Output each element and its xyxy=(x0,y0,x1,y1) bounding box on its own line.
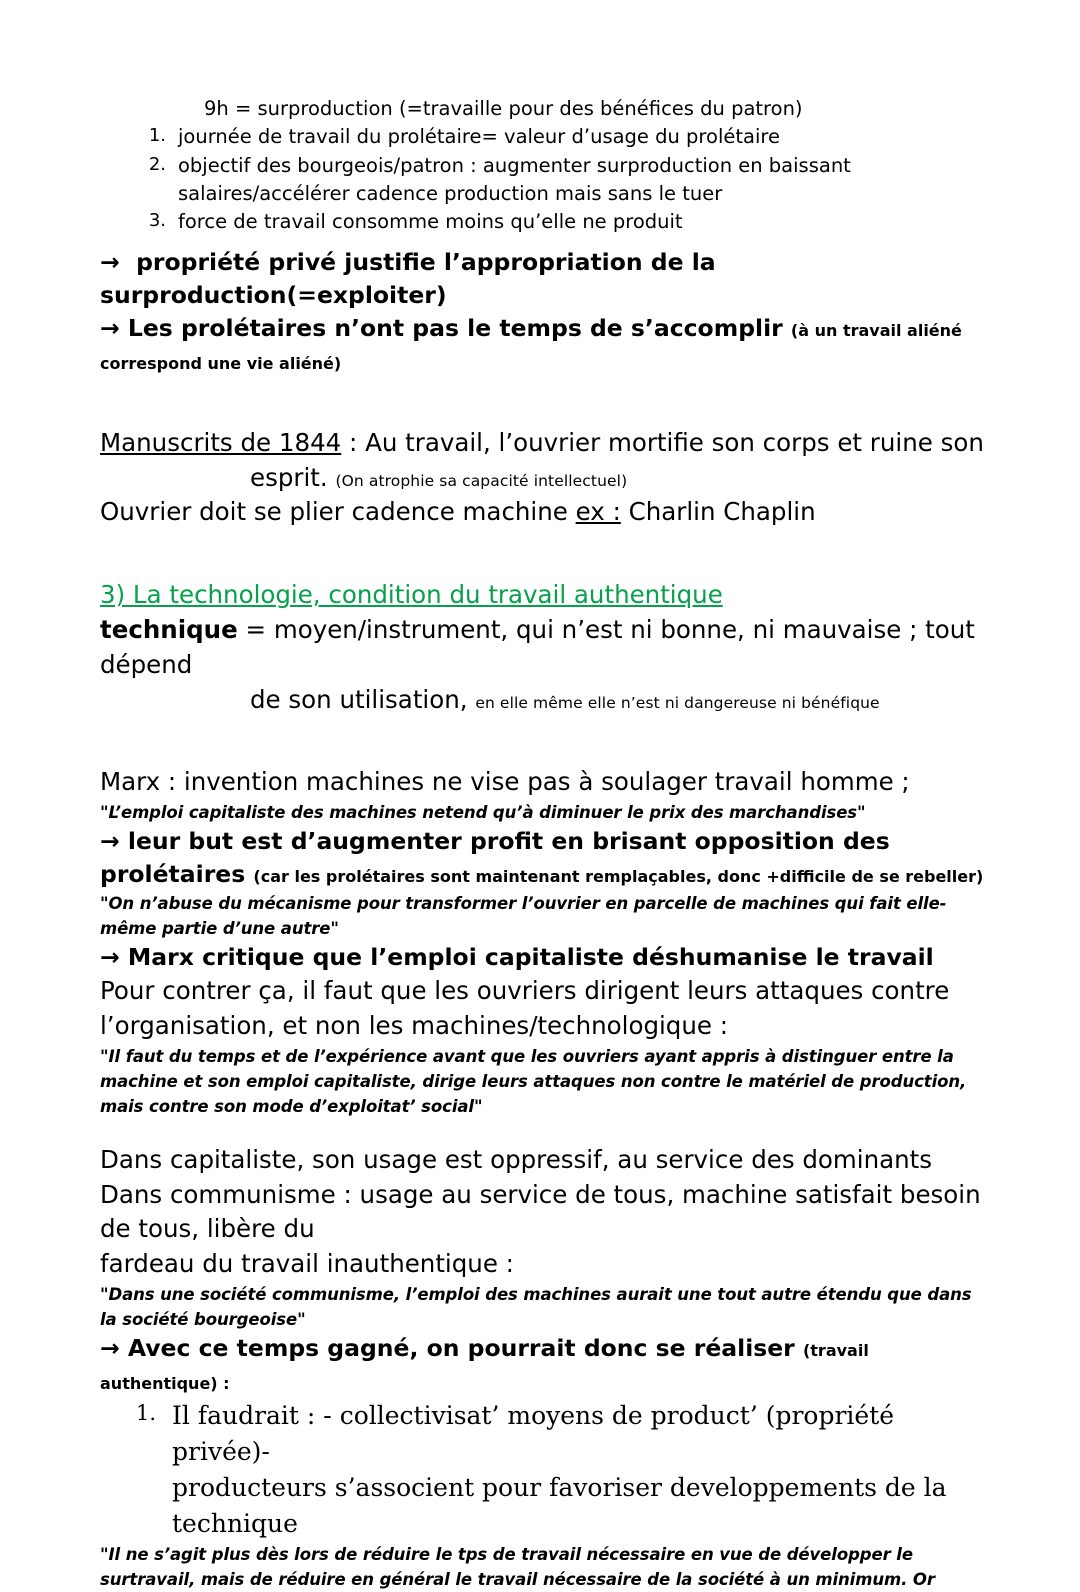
section-heading-technologie: 3) La technologie, condition du travail authentique xyxy=(100,580,723,610)
technique-definition-line2 xyxy=(100,683,990,718)
arrow-line-propriete xyxy=(100,246,990,312)
arrow-line-critique xyxy=(100,941,990,974)
arrow-line-text: Marx critique que l’emploi capitaliste déshumanise le travail xyxy=(127,943,934,972)
right-arrow-icon: → xyxy=(100,827,120,856)
list-item-text: journée de travail du prolétaire= valeur d’usage du prolétaire xyxy=(178,125,780,149)
spacer xyxy=(100,236,990,246)
technique-definition: = moyen/instrument, qui n’est ni bonne, ni mauvaise ; tout dépend xyxy=(100,615,975,679)
manuscrits-source: Manuscrits de 1844 xyxy=(100,427,342,457)
marx-invention-line: Marx : invention machines ne vise pas à soulager travail homme ; xyxy=(100,767,910,797)
arrow-line-text: leur but est d’augmenter profit en brisant opposition des prolétaires xyxy=(100,827,890,889)
right-arrow-icon: → xyxy=(100,1334,120,1363)
manuscrits-continuation: esprit. xyxy=(250,462,328,492)
ouvrier-cadence-ex: ex : xyxy=(575,497,621,527)
manuscrits-continuation-line xyxy=(100,461,990,496)
arrow-line-text: Les prolétaires n’ont pas le temps de s’accomplir xyxy=(127,314,783,343)
ouvrier-cadence-text-before: Ouvrier doit se plier cadence machine xyxy=(100,497,576,527)
list-item xyxy=(100,152,990,209)
manuscrits-continuation-note: (On atrophie sa capacité intellectuel) xyxy=(335,471,628,490)
right-arrow-icon: → xyxy=(100,943,120,972)
bottom-numbered-list xyxy=(100,1398,990,1542)
intro-line: 9h = surproduction (=travaille pour des bénéfices du patron) xyxy=(204,97,803,120)
technique-definition-note: en elle même elle n’est ni dangereuse ni bénéfique xyxy=(475,693,880,712)
arrow-line-profit xyxy=(100,825,990,891)
arrow-line-realiser xyxy=(100,1332,990,1398)
contrer-line-2: l’organisation, et non les machines/technologique : xyxy=(100,1010,728,1040)
list-item xyxy=(100,208,990,236)
contrer-line-1: Pour contrer ça, il faut que les ouvriers dirigent leurs attaques contre xyxy=(100,976,950,1006)
marx-quote-2: "On n’abuse du mécanisme pour transformer l’ouvrier en parcelle de machines qui fait elle-même partie d’une autre" xyxy=(100,894,947,939)
marx-quote-1: "L’emploi capitaliste des machines netend qu’à diminuer le prix des marchandises" xyxy=(100,803,866,823)
technique-term: technique xyxy=(100,615,238,645)
usage-communisme-line-1: Dans communisme : usage au service de tous, machine satisfait besoin de tous, libère du xyxy=(100,1179,981,1244)
ouvrier-cadence-line xyxy=(100,495,990,530)
arrow-line-text: Avec ce temps gagné, on pourrait donc se réaliser xyxy=(127,1334,795,1363)
arrow-line-note: (car les prolétaires sont maintenant remplaçables, donc +difficile de se rebeller) xyxy=(253,867,984,887)
manuscrits-line xyxy=(100,426,990,461)
list-item-number: 2. xyxy=(148,153,166,175)
list-item-number: 3. xyxy=(148,210,166,232)
list-item xyxy=(100,1398,990,1542)
arrow-line-proletaires xyxy=(100,312,990,378)
spacer xyxy=(100,717,990,765)
arrow-line-note: (à un travail aliéné correspond une vie aliéné) xyxy=(100,321,962,373)
final-quote-5: "Il ne s’agit plus dès lors de réduire le tps de travail nécessaire en vue de développer le surtravail, mais de réduire en général le travail nécessaire de la société à un minimum. Or xyxy=(100,1544,935,1589)
spacer xyxy=(100,1119,990,1143)
arrow-line-text: propriété privé justifie l’appropriation de la surproduction(=exploiter) xyxy=(100,248,716,310)
manuscrits-text: : Au travail, l’ouvrier mortifie son corps et ruine son xyxy=(341,427,984,457)
usage-communisme-line-2: fardeau du travail inauthentique : xyxy=(100,1249,514,1279)
spacer xyxy=(100,530,990,578)
list-item-text: objectif des bourgeois/patron : augmenter surproduction en baissant salaires/accélérer cadence production mais sans le tuer xyxy=(178,153,851,205)
communisme-quote-4: "Dans une société communisme, l’emploi des machines aurait une tout autre étendu que dans la société bourgeoise" xyxy=(100,1284,972,1330)
spacer xyxy=(100,378,990,426)
document-body xyxy=(100,95,990,1592)
top-numbered-list xyxy=(100,123,990,236)
list-item-text-line1: Il faudrait : - collectivisat’ moyens de product’ (propriété privée)- xyxy=(172,1400,895,1466)
list-item-text-line2: producteurs s’associent pour favoriser developpements de la technique xyxy=(172,1472,947,1538)
list-item-number: 1. xyxy=(135,1400,156,1425)
usage-capitaliste-line: Dans capitaliste, son usage est oppressif, au service des dominants xyxy=(100,1144,933,1174)
ouvrier-cadence-text-after: Charlin Chaplin xyxy=(620,497,816,527)
right-arrow-icon: → xyxy=(100,314,120,343)
right-arrow-icon: → xyxy=(100,248,120,277)
arrow-line-note: (travail authentique) : xyxy=(100,1341,869,1394)
technique-definition-cont: de son utilisation, xyxy=(250,684,468,714)
list-item-text: force de travail consomme moins qu’elle ne produit xyxy=(178,210,683,234)
list-item-number: 1. xyxy=(148,125,166,147)
list-item xyxy=(100,123,990,151)
technique-definition-line xyxy=(100,613,990,683)
marx-quote-3: "Il faut du temps et de l’expérience avant que les ouvriers ayant appris à distinguer entre la machine et son emploi capitaliste, dirige leurs attaques non contre le matériel de production, mais contre son mode d’exploitat’ social" xyxy=(100,1046,967,1116)
